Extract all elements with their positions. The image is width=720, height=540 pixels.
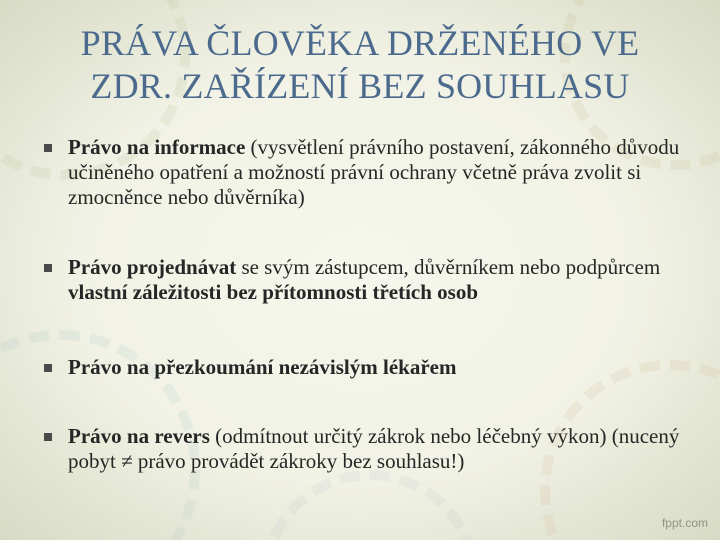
bullet-text: (vysvětlení právního postavení, zákonného důvodu učiněného opatření a možností právní ochrany včetně práva zvolit si zmocněnce nebo důvěrníka) bbox=[68, 135, 680, 209]
bullet-bold-text: Právo na informace bbox=[68, 135, 246, 159]
background-decoration bbox=[260, 470, 480, 540]
title-line-2: ZDR. ZAŘÍZENÍ BEZ SOUHLASU bbox=[90, 66, 630, 106]
bullet-text: (odmítnout určitý zákrok nebo léčebný výkon) (nucený pobyt ≠ právo provádět zákroky bez souhlasu!) bbox=[68, 424, 680, 473]
bullet-item-review bbox=[40, 355, 690, 380]
square-bullet-icon bbox=[44, 264, 52, 272]
bullet-list bbox=[40, 130, 690, 474]
square-bullet-icon bbox=[44, 433, 52, 441]
bullet-item-revers bbox=[40, 424, 690, 474]
bullet-item-discussion bbox=[40, 255, 690, 305]
square-bullet-icon bbox=[44, 364, 52, 372]
bullet-bold-text-2: vlastní záležitosti bez přítomnosti třetích osob bbox=[68, 280, 479, 304]
bullet-bold-text: Právo na revers bbox=[68, 424, 210, 448]
square-bullet-icon bbox=[44, 144, 52, 152]
bullet-item-information bbox=[40, 135, 690, 210]
title-line-1: PRÁVA ČLOVĚKA DRŽENÉHO VE bbox=[80, 23, 640, 63]
watermark-logo: fppt.com bbox=[661, 516, 708, 530]
bullet-text: se svým zástupcem, důvěrníkem nebo podpůrcem bbox=[236, 255, 661, 279]
slide-title bbox=[30, 22, 690, 108]
bullet-bold-text: Právo projednávat bbox=[68, 255, 237, 279]
bullet-bold-text: Právo na přezkoumání nezávislým lékařem bbox=[68, 355, 457, 379]
